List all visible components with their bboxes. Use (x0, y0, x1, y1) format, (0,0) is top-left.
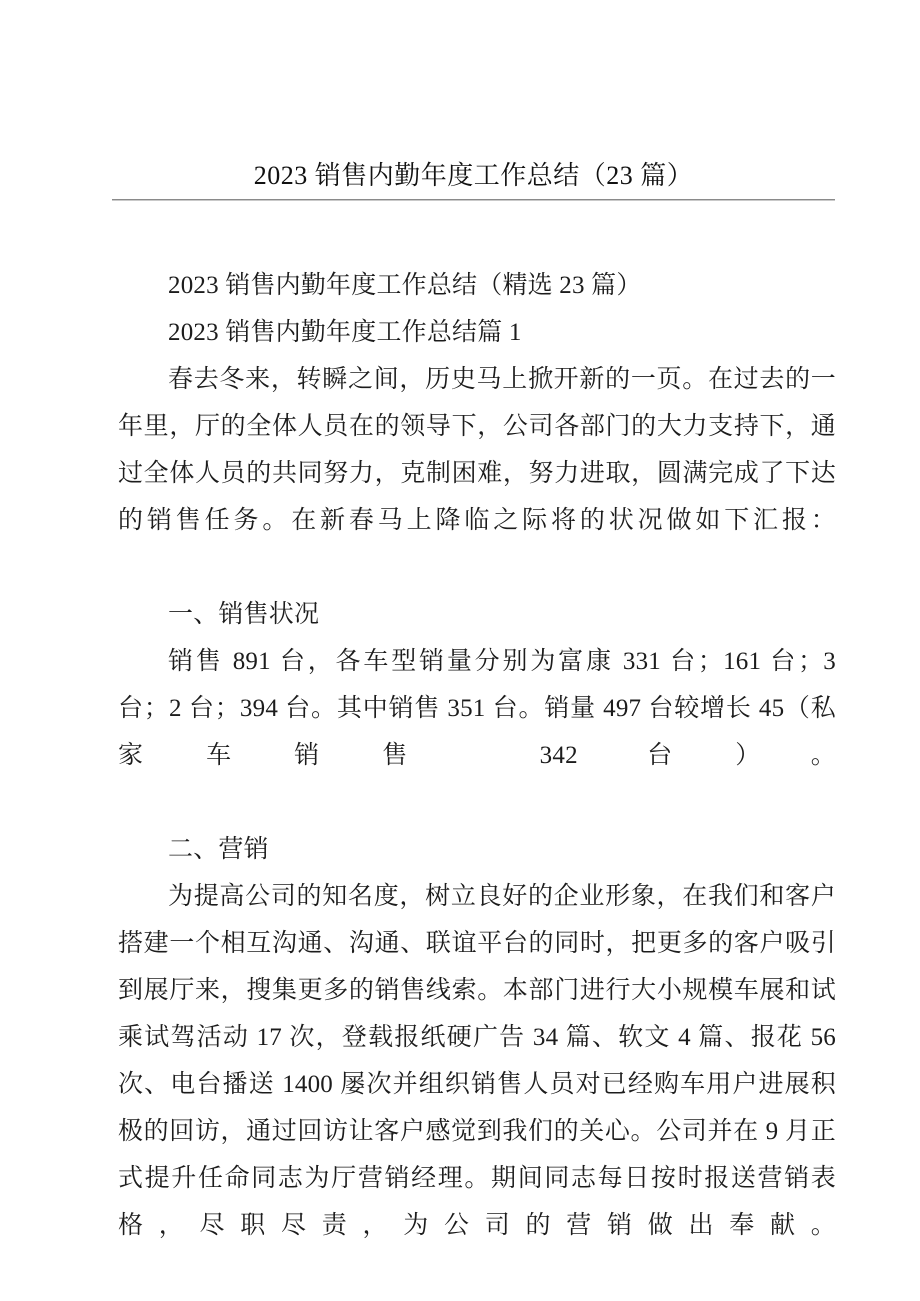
paragraph-marketing-detail: 为提高公司的知名度，树立良好的企业形象，在我们和客户搭建一个相互沟通、沟通、联谊平台的同时，把更多的客户吸引到展厅来，搜集更多的销售线索。本部门进行大小规模车展和试乘试驾活动 17 次，登载报纸硬广告 34 篇、软文 4 篇、报花 56 次、电台播送 1400 屡次并组织销售人员对已经购车用户进展积极的回访，通过回访让客户感觉到我们的关心。公司并在 9 月正式提升任命同志为厅营销经理。期间同志每日按时报送营销表格，尽职尽责，为公司的营销做出奉献。 (118, 883, 836, 1239)
page-title: 2023 销售内勤年度工作总结（23 篇） (253, 161, 694, 190)
paragraph-sales-detail: 销售 891 台，各车型销量分别为富康 331 台；161 台；3 台；2 台；394 台。其中销售 351 台。销量 497 台较增长 45（私家车销售 342 台）。 (118, 648, 836, 769)
section-heading-one: 一、销售状况 (168, 601, 320, 628)
section-heading-two: 二、营销 (168, 836, 269, 863)
section-label: 2023 销售内勤年度工作总结篇 1 (168, 319, 522, 346)
paragraph-intro: 春去冬来，转瞬之间，历史马上掀开新的一页。在过去的一年里，厅的全体人员在的领导下，公司各部门的大力支持下，通过全体人员的共同努力，克制困难，努力进取，圆满完成了下达的销售任务。在新春马上降临之际将的状况做如下汇报： (118, 366, 836, 534)
document-subtitle: 2023 销售内勤年度工作总结（精选 23 篇） (168, 272, 642, 299)
document-body (118, 262, 836, 1296)
title-divider (112, 199, 835, 201)
